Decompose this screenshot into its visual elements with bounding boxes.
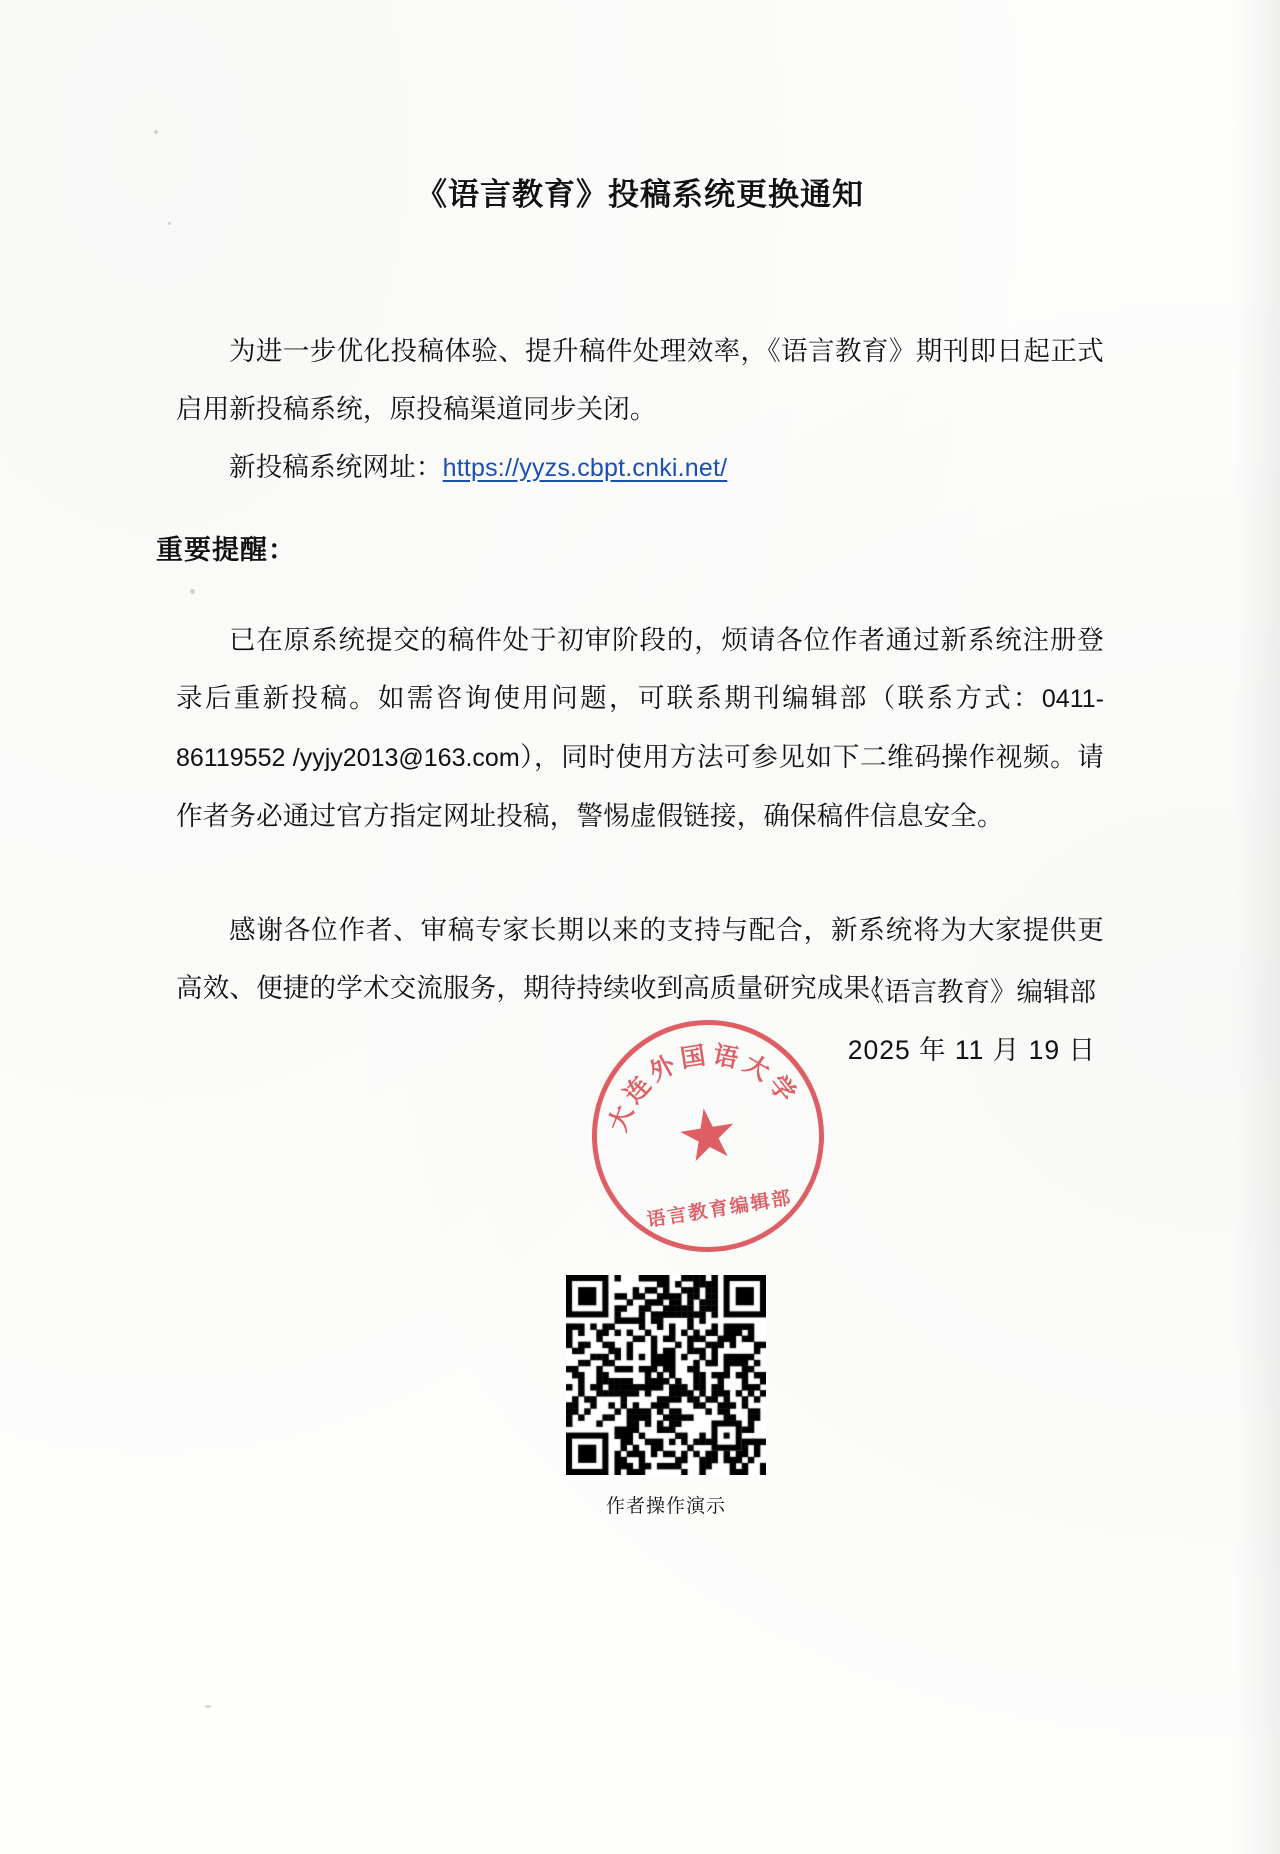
- seal-bottom-text: 语言教育编辑部: [645, 1186, 794, 1232]
- scan-speckle: [168, 222, 171, 225]
- submission-system-link[interactable]: https://yyzs.cbpt.cnki.net/: [442, 453, 728, 482]
- notice-text-part1: 已在原系统提交的稿件处于初审阶段的，烦请各位作者通过新系统注册登录后重新投稿。如需咨询使用问题，可联系期刊编辑部（联系方式：: [176, 624, 1104, 713]
- notice-text-part2: ），同时使用方法可参见如下二维码操作视频。请作者务必通过官方指定网址投稿，警惕虚假链接，确保稿件信息安全。: [176, 741, 1104, 831]
- signature-date: 2025 年 11 月 19 日: [847, 1035, 1096, 1065]
- qr-code[interactable]: [566, 1275, 766, 1475]
- scan-speckle: [154, 130, 158, 134]
- document-body: [156, 0, 1104, 1854]
- paragraph-notice-2: 感谢各位作者、审稿专家长期以来的支持与配合，新系统将为大家提供更高效、便捷的学术交流服务，期待持续收到高质量研究成果！: [176, 914, 1104, 1003]
- svg-text:大连外国语大学: 大连外国语大学: [602, 1039, 805, 1136]
- qr-code-caption: 作者操作演示: [605, 1495, 726, 1517]
- url-label: 新投稿系统网址：: [229, 451, 443, 482]
- qr-code-block: [556, 1275, 776, 1518]
- page-title: 《语言教育》投稿系统更换通知: [416, 176, 864, 213]
- signature-org: 《语言教育》编辑部: [857, 977, 1096, 1007]
- editorial-contact: 0411-86119552 /yyjy2013@163.com: [176, 684, 1104, 772]
- paragraph-url: [176, 438, 1104, 497]
- paragraph-intro: 为进一步优化投稿体验、提升稿件处理效率，《语言教育》期刊即日起正式启用新投稿系统，原投稿渠道同步关闭。: [176, 335, 1104, 424]
- notice-heading: 重要提醒：: [156, 535, 296, 565]
- paragraph-notice-1: [176, 611, 1104, 845]
